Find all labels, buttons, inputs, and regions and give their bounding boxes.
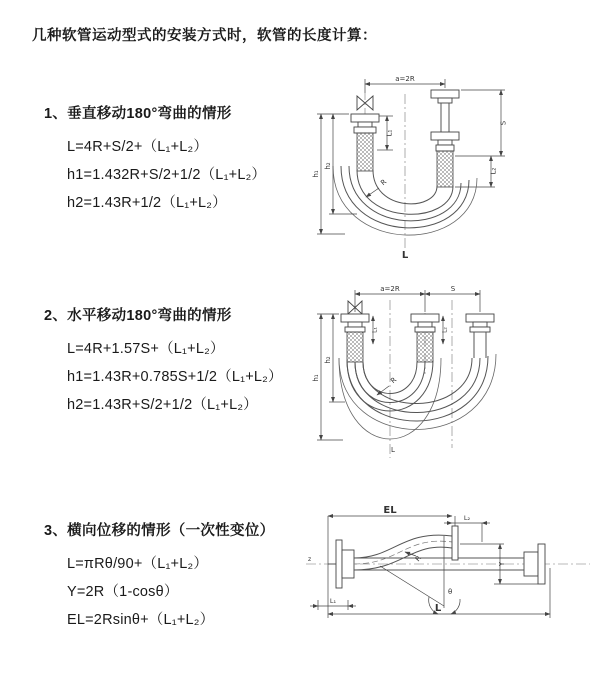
label-s: S (450, 285, 456, 293)
label-h1: h₁ (312, 170, 320, 178)
label-l2: L₂ (489, 167, 498, 175)
formula-length: L=4R+S/2+（L₁+L₂） (67, 139, 209, 155)
section-1-formulas (44, 133, 344, 218)
label-axis-marker: z (308, 556, 312, 563)
dim-l1 (377, 116, 394, 150)
dim-a2r (355, 285, 480, 312)
left-fitting (328, 540, 354, 588)
label-theta: θ (448, 588, 453, 596)
label-y: Y (498, 561, 506, 567)
label-r: R (379, 177, 389, 188)
section-2 (44, 304, 344, 420)
diagram-horizontal-180 (305, 282, 585, 464)
moved-flange (452, 526, 458, 560)
dim-s (455, 90, 508, 156)
formula-h1: h1=1.432R+S/2+1/2（L₁+L₂） (67, 167, 267, 184)
dim-l1 (310, 597, 356, 610)
dim-l1 (372, 316, 379, 344)
dim-l2 (444, 514, 490, 542)
dim-l2 (442, 316, 449, 344)
label-length: L (434, 603, 442, 614)
formula-y: Y=2R（1-cosθ） (67, 584, 179, 601)
label-r: R (389, 375, 399, 386)
moved-fitting (466, 314, 494, 358)
label-length: L (401, 250, 409, 261)
left-fitting (341, 314, 369, 362)
label-l2: L₂ (463, 514, 471, 522)
label-l2: L₂ (441, 327, 449, 333)
diagram-lateral-displacement (298, 502, 598, 632)
hose-curves (339, 354, 496, 439)
label-h2: h₂ (324, 356, 332, 364)
section-2-heading: 2、水平移动180°弯曲的情形 (44, 308, 232, 324)
label-el: EL (383, 505, 397, 516)
page-title: 几种软管运动型式的安装方式时，软管的长度计算： (32, 28, 377, 44)
right-fitting (524, 544, 545, 584)
section-1 (44, 102, 344, 218)
hose-curve (354, 526, 458, 570)
dim-h1 (312, 114, 349, 234)
label-l1: L₁ (385, 129, 394, 137)
label-s: S (499, 120, 508, 126)
dim-length (328, 568, 550, 618)
label-h1: h₁ (312, 374, 320, 382)
formula-h1: h1=1.43R+0.785S+1/2（L₁+L₂） (67, 369, 283, 386)
left-fitting (351, 114, 379, 171)
formula-length: L=πRθ/90+（L₁+L₂） (67, 556, 209, 572)
right-fitting (431, 90, 459, 187)
diagram-vertical-180 (305, 66, 585, 262)
label-length: L (391, 446, 395, 454)
label-r: R (413, 554, 424, 564)
section-3-heading: 3、横向位移的情形（一次性变位） (44, 523, 275, 539)
label-a2r: a=2R (380, 285, 400, 293)
label-a2r: a=2R (395, 75, 415, 83)
formula-h2: h2=1.43R+S/2+1/2（L₁+L₂） (67, 397, 258, 414)
label-l1: L₁ (329, 597, 337, 605)
dim-l2 (455, 156, 498, 187)
label-h2: h₂ (324, 162, 332, 170)
dim-h1 (312, 314, 343, 440)
formula-el: EL=2Rsinθ+（L₁+L₂） (67, 612, 215, 629)
section-1-heading: 1、垂直移动180°弯曲的情形 (44, 106, 232, 122)
formula-length: L=4R+1.57S+（L₁+L₂） (67, 341, 225, 357)
middle-fitting (411, 314, 439, 362)
formula-h2: h2=1.43R+1/2（L₁+L₂） (67, 195, 227, 212)
label-l1: L₁ (371, 327, 379, 333)
section-2-formulas (44, 335, 344, 420)
